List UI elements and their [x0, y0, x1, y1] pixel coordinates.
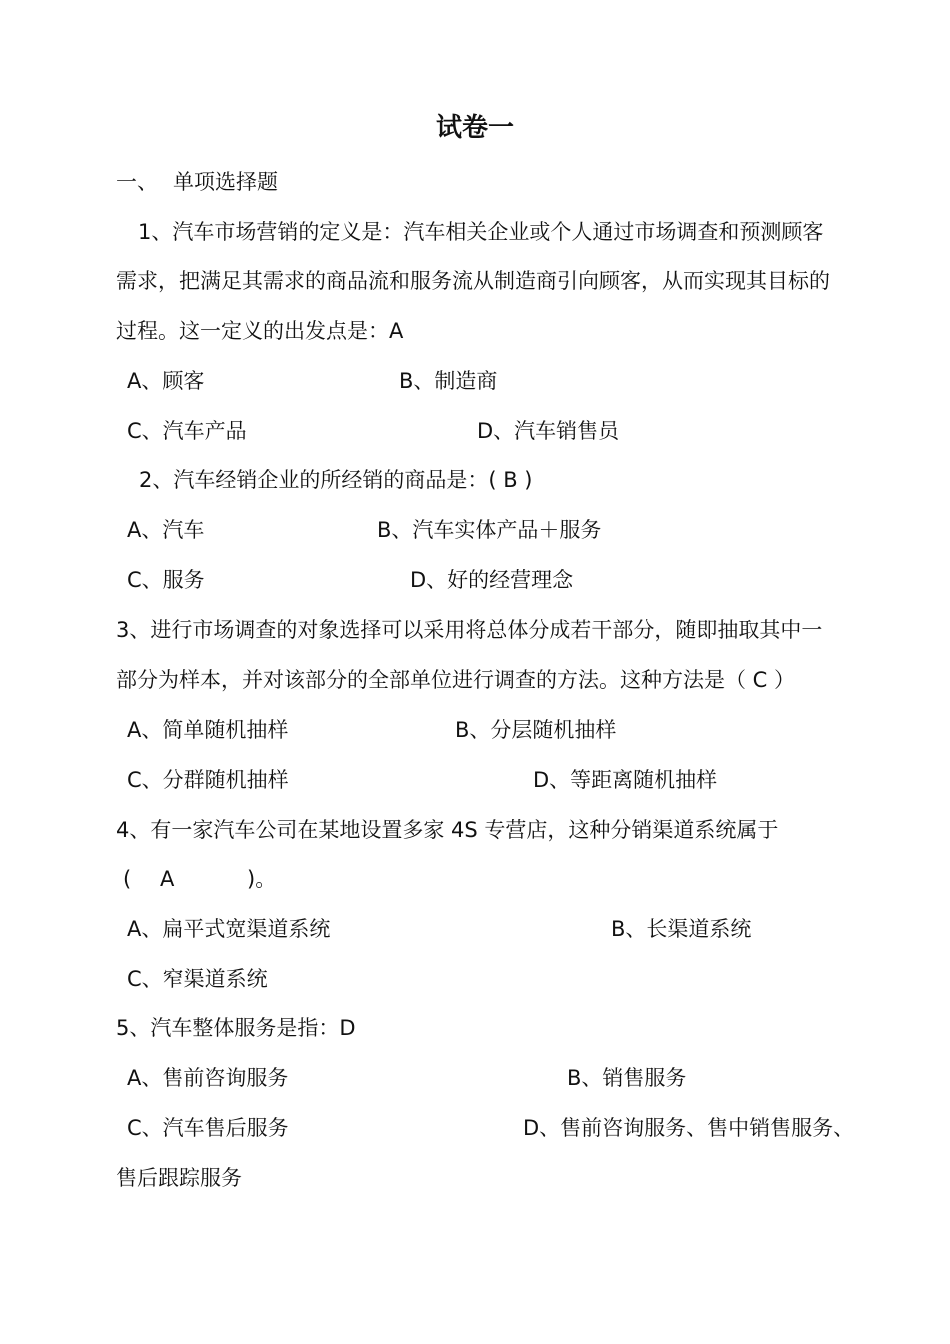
question-5-option-d: D、售前咨询服务、售中销售服务、	[523, 1116, 855, 1140]
question-3-option-a: A、简单随机抽样	[127, 718, 289, 742]
question-3-line-1: 3、进行市场调查的对象选择可以采用将总体分成若干部分，随即抽取其中一	[116, 618, 823, 642]
question-1-line-3: 过程。这一定义的出发点是：A	[116, 319, 404, 343]
question-4-option-c: C、窄渠道系统	[127, 967, 268, 991]
question-1-option-d: D、汽车销售员	[477, 419, 620, 443]
question-5-option-a: A、售前咨询服务	[127, 1066, 289, 1090]
question-1-option-c: C、汽车产品	[127, 419, 247, 443]
question-5-option-c: C、汽车售后服务	[127, 1116, 289, 1140]
question-3-option-d: D、等距离随机抽样	[533, 768, 718, 792]
question-1-line-1: 1、汽车市场营销的定义是：汽车相关企业或个人通过市场调查和预测顾客	[138, 220, 824, 244]
question-3-line-2: 部分为样本，并对该部分的全部单位进行调查的方法。这种方法是（ C ）	[116, 668, 796, 692]
question-5-continuation: 售后跟踪服务	[116, 1166, 242, 1190]
section-label: 单项选择题	[173, 170, 278, 194]
question-2-option-b: B、汽车实体产品＋服务	[377, 518, 602, 542]
question-5-line-1: 5、汽车整体服务是指：D	[116, 1016, 356, 1040]
question-4-line-1: 4、有一家汽车公司在某地设置多家 4S 专营店，这种分销渠道系统属于	[116, 818, 779, 842]
question-2-option-d: D、好的经营理念	[410, 568, 574, 592]
question-2-option-a: A、汽车	[127, 518, 205, 542]
question-3-option-c: C、分群随机抽样	[127, 768, 289, 792]
question-2-line-1: 2、汽车经销企业的所经销的商品是：( B )	[139, 468, 533, 492]
question-4-option-a: A、扁平式宽渠道系统	[127, 917, 331, 941]
question-5-option-b: B、销售服务	[567, 1066, 687, 1090]
question-4-option-b: B、长渠道系统	[611, 917, 752, 941]
question-1-option-a: A、顾客	[127, 369, 205, 393]
question-3-option-b: B、分层随机抽样	[455, 718, 617, 742]
question-1-option-b: B、制造商	[399, 369, 498, 393]
question-4-answer-value: A	[160, 867, 175, 891]
question-2-option-c: C、服务	[127, 568, 205, 592]
section-number: 一、	[116, 170, 158, 194]
question-1-line-2: 需求，把满足其需求的商品流和服务流从制造商引向顾客，从而实现其目标的	[116, 269, 830, 293]
question-4-answer-close: )。	[247, 867, 277, 891]
question-4-answer-open: (	[123, 867, 132, 891]
page-title: 试卷一	[435, 113, 514, 143]
